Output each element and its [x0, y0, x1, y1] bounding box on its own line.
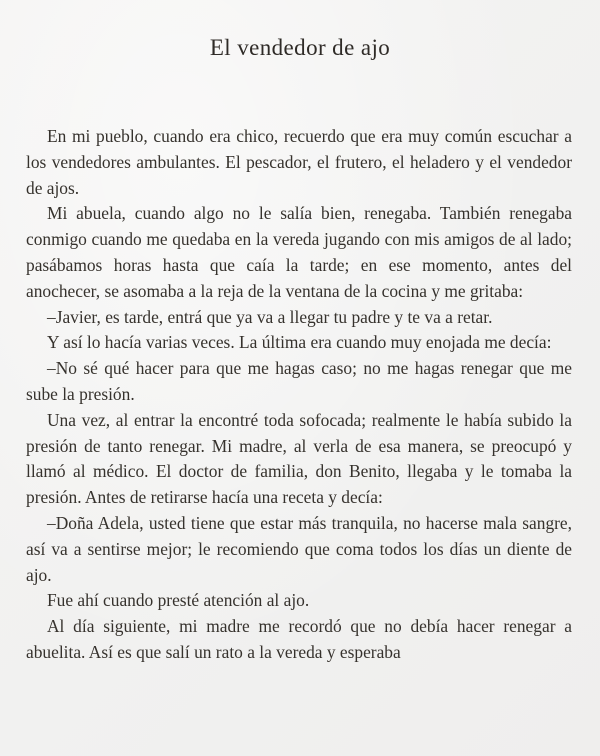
paragraph: En mi pueblo, cuando era chico, recuerdo que era muy común escuchar a los vendedores ambulantes. El pescador, el frutero, el heladero y el vendedor de ajos.: [26, 126, 572, 198]
paragraph-dialogue: –No sé qué hacer para que me hagas caso; no me hagas renegar que me sube la presión.: [26, 358, 572, 404]
paragraph-dialogue: –Javier, es tarde, entrá que ya va a llegar tu padre y te va a retar.: [47, 306, 493, 327]
paragraph: Una vez, al entrar la encontré toda sofocada; realmente le había subido la presión de tanto renegar. Mi madre, al verla de esa manera, se preocupó y llamó al médico. El doctor de familia, don Benito, llegaba y le tomaba la presión. Antes de retirarse hacía una receta y decía:: [26, 409, 572, 508]
paragraph: Fue ahí cuando presté atención al ajo.: [47, 590, 310, 611]
paragraph: Mi abuela, cuando algo no le salía bien, renegaba. También renegaba conmigo cuando me quedaba en la vereda jugando con mis amigos de al lado; pasábamos horas hasta que caía la tarde; en ese momento, antes del anochecer, se asomaba a la reja de la ventana de la cocina y me gritaba:: [26, 203, 572, 301]
paragraph: Y así lo hacía varias veces. La última era cuando muy enojada me decía:: [47, 332, 552, 353]
page-title: El vendedor de ajo: [209, 35, 391, 60]
page-text-block: [26, 124, 572, 666]
paragraph: Al día siguiente, mi madre me recordó que no debía hacer renegar a abuelita. Así es que salí un rato a la vereda y esperaba: [26, 616, 572, 662]
paragraph-dialogue: –Doña Adela, usted tiene que estar más tranquila, no hacerse mala sangre, así va a sentirse mejor; le recomiendo que coma todos los días un diente de ajo.: [26, 512, 572, 585]
